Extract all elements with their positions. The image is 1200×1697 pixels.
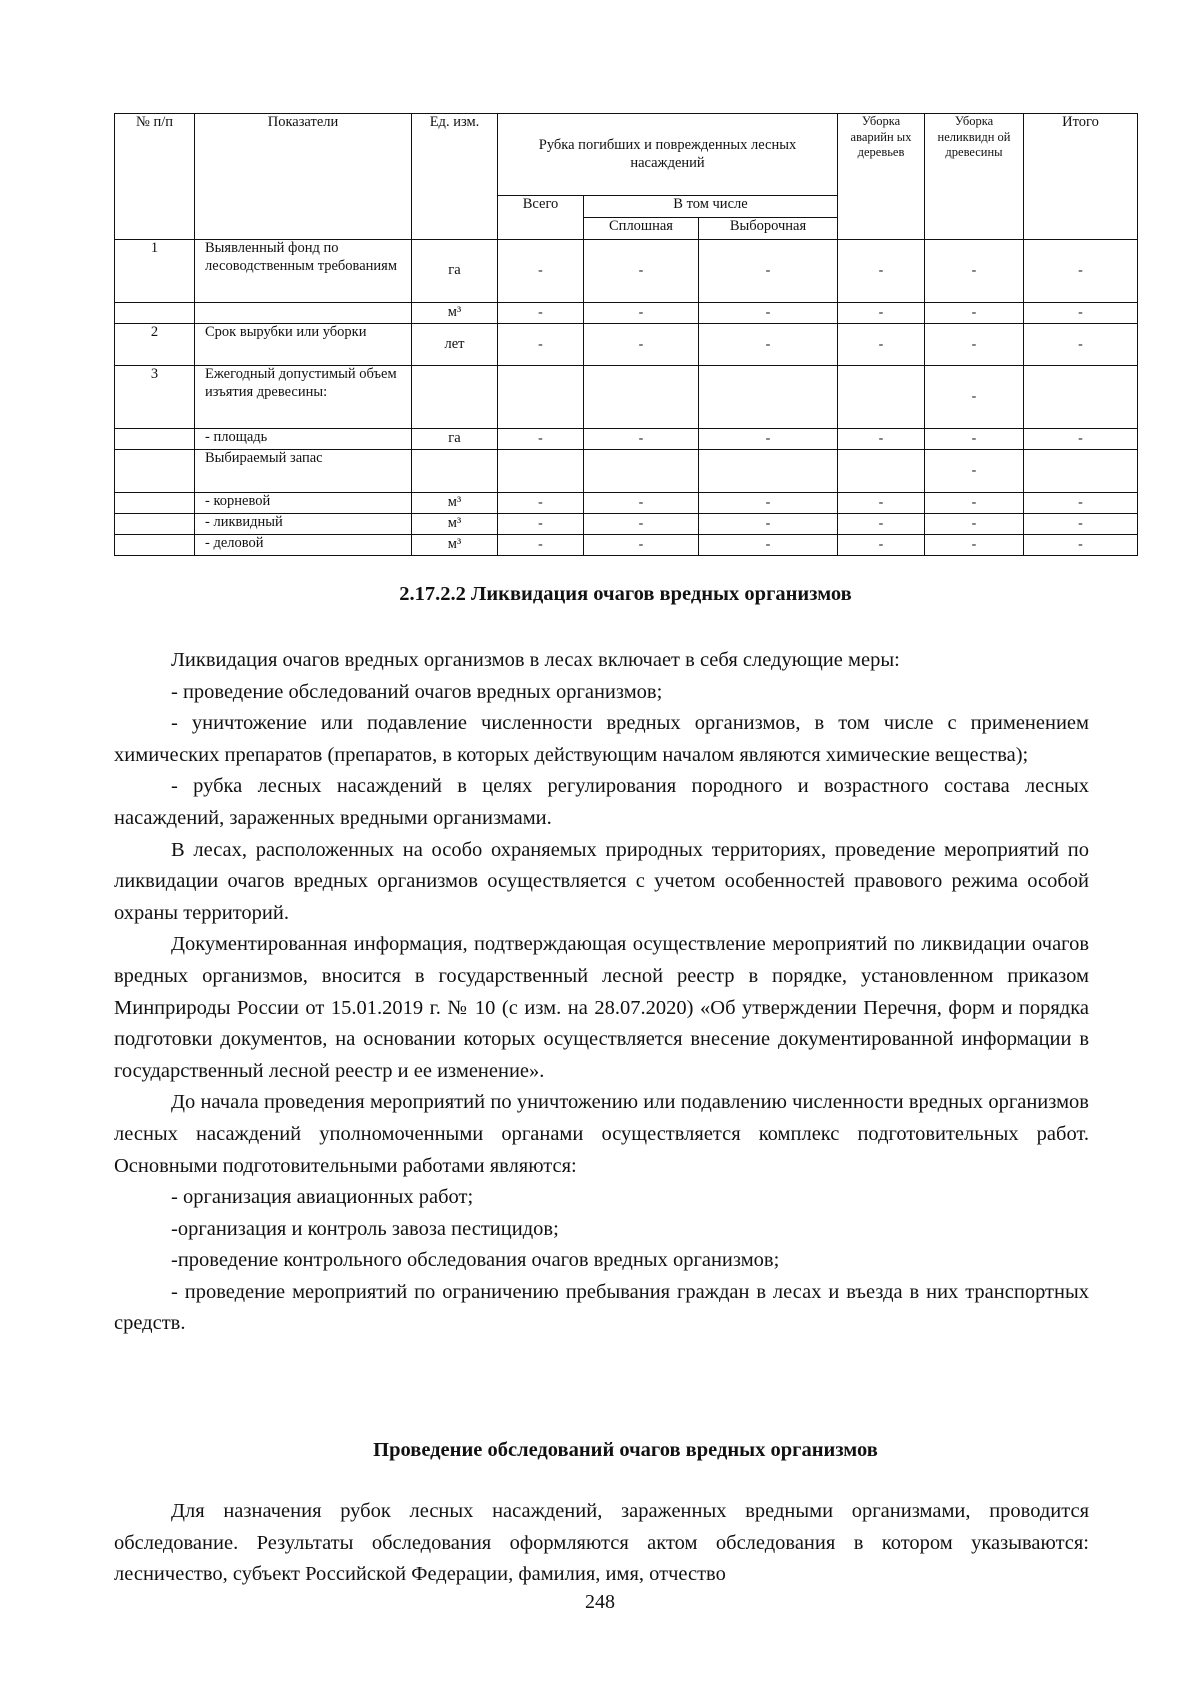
paragraph: -проведение контрольного обследования очагов вредных организмов; xyxy=(171,1249,780,1272)
row-unit: лет xyxy=(412,324,498,366)
header-emergency: Уборка аварийн ых деревьев xyxy=(838,114,925,240)
header-indicator: Показатели xyxy=(195,114,412,240)
row-value: - xyxy=(925,366,1024,429)
page-number: 248 xyxy=(585,1591,615,1613)
row-value: - xyxy=(498,303,584,324)
row-value xyxy=(498,450,584,493)
row-value xyxy=(699,366,838,429)
row-value: - xyxy=(699,429,838,450)
section-heading-surveys: Проведение обследований очагов вредных организмов xyxy=(373,1439,878,1461)
table-row xyxy=(115,535,1138,556)
section-heading-pest-elimination: 2.17.2.2 Ликвидация очагов вредных организмов xyxy=(399,583,852,605)
row-num xyxy=(115,303,195,324)
row-num xyxy=(115,535,195,556)
header-num: № п/п xyxy=(115,114,195,240)
table-header-row xyxy=(115,114,1138,196)
table-row xyxy=(115,324,1138,366)
row-value: - xyxy=(925,493,1024,514)
paragraph: До начала проведения мероприятий по уничтожению или подавлению численности вредных организмов лесных насаждений уполномоченными органами осуществляется комплекс подготовительных работ. Основными подготовительными работами являются: xyxy=(114,1091,1089,1177)
row-value: - xyxy=(1024,303,1138,324)
row-label: Ежегодный допустимый объем изъятия древесины: xyxy=(195,366,412,429)
paragraph: В лесах, расположенных на особо охраняемых природных территориях, проведение мероприятий по ликвидации очагов вредных организмов осуществляется с учетом особенностей правового режима особой охраны территорий. xyxy=(114,838,1089,924)
row-value: - xyxy=(699,514,838,535)
table-row xyxy=(115,366,1138,429)
header-sum: Итого xyxy=(1024,114,1138,240)
row-value: - xyxy=(699,535,838,556)
row-value: - xyxy=(1024,240,1138,303)
header-including: В том числе xyxy=(584,196,838,218)
row-label: Срок вырубки или уборки xyxy=(195,324,412,366)
paragraph: - организация авиационных работ; xyxy=(171,1186,474,1209)
table-row xyxy=(115,429,1138,450)
row-value: - xyxy=(838,240,925,303)
row-unit xyxy=(412,366,498,429)
paragraph: Документированная информация, подтверждающая осуществление мероприятий по ликвидации очагов вредных организмов, вносится в государственный лесной реестр в порядке, установленном приказом Минприроды России от 15.01.2019 г. № 10 (с изм. на 28.07.2020) «Об утверждении Перечня, форм и порядка подготовки документов, на основании которых осуществляется внесение документированной информации в государственный лесной реестр и ее изменение». xyxy=(114,933,1089,1082)
row-unit: га xyxy=(412,240,498,303)
row-value xyxy=(838,366,925,429)
row-value: - xyxy=(699,240,838,303)
row-value xyxy=(1024,366,1138,429)
row-num xyxy=(115,493,195,514)
row-value xyxy=(838,450,925,493)
row-value: - xyxy=(925,535,1024,556)
row-value: - xyxy=(1024,514,1138,535)
section-body-pest-elimination xyxy=(114,645,1089,1340)
section-body-surveys xyxy=(114,1496,1089,1591)
row-value xyxy=(1024,450,1138,493)
row-value: - xyxy=(498,514,584,535)
row-value: - xyxy=(925,240,1024,303)
paragraph: - рубка лесных насаждений в целях регулирования породного и возрастного состава лесных насаждений, зараженных вредными организмами. xyxy=(114,775,1089,829)
row-value: - xyxy=(498,535,584,556)
row-label: - корневой xyxy=(195,493,412,514)
table-row xyxy=(115,240,1138,303)
row-value xyxy=(699,450,838,493)
row-num xyxy=(115,429,195,450)
header-clear: Сплошная xyxy=(584,218,699,240)
row-value: - xyxy=(584,493,699,514)
row-value: - xyxy=(584,514,699,535)
row-value: - xyxy=(699,493,838,514)
paragraph: -организация и контроль завоза пестицидов; xyxy=(171,1217,559,1240)
row-num xyxy=(115,514,195,535)
row-label: Выбираемый запас xyxy=(195,450,412,493)
row-value: - xyxy=(925,514,1024,535)
row-label: - деловой xyxy=(195,535,412,556)
table-row xyxy=(115,493,1138,514)
row-value: - xyxy=(498,240,584,303)
row-num: 1 xyxy=(115,240,195,303)
row-value: - xyxy=(1024,324,1138,366)
row-value: - xyxy=(1024,493,1138,514)
row-value: - xyxy=(925,324,1024,366)
row-unit: м³ xyxy=(412,535,498,556)
header-unit: Ед. изм. xyxy=(412,114,498,240)
row-num: 3 xyxy=(115,366,195,429)
row-value: - xyxy=(699,303,838,324)
paragraph: - уничтожение или подавление численности вредных организмов, в том числе с применением химических препаратов (препаратов, в которых действующим началом являются химические вещества); xyxy=(114,712,1089,766)
row-unit: м³ xyxy=(412,514,498,535)
paragraph: Ликвидация очагов вредных организмов в лесах включает в себя следующие меры: xyxy=(171,649,900,671)
row-value: - xyxy=(925,450,1024,493)
row-value: - xyxy=(838,535,925,556)
header-felling: Рубка погибших и поврежденных лесных насаждений xyxy=(498,114,838,196)
row-value: - xyxy=(1024,535,1138,556)
row-value: - xyxy=(838,429,925,450)
row-value: - xyxy=(699,324,838,366)
row-value: - xyxy=(925,303,1024,324)
paragraph: - проведение обследований очагов вредных организмов; xyxy=(171,680,663,703)
row-num: 2 xyxy=(115,324,195,366)
header-total: Всего xyxy=(498,196,584,240)
row-value: - xyxy=(925,429,1024,450)
header-illiquid: Уборка неликвидн ой древесины xyxy=(925,114,1024,240)
row-value: - xyxy=(498,324,584,366)
row-value: - xyxy=(584,535,699,556)
row-value xyxy=(584,450,699,493)
table-row xyxy=(115,450,1138,493)
table-row xyxy=(115,303,1138,324)
row-unit: га xyxy=(412,429,498,450)
table-row xyxy=(115,514,1138,535)
row-label: - площадь xyxy=(195,429,412,450)
row-label: - ликвидный xyxy=(195,514,412,535)
row-value: - xyxy=(584,303,699,324)
row-value: - xyxy=(498,429,584,450)
row-value: - xyxy=(838,303,925,324)
row-label xyxy=(195,303,412,324)
row-unit: м³ xyxy=(412,493,498,514)
row-value xyxy=(498,366,584,429)
row-value: - xyxy=(584,324,699,366)
row-value xyxy=(584,366,699,429)
row-value: - xyxy=(838,324,925,366)
row-value: - xyxy=(838,493,925,514)
header-selective: Выборочная xyxy=(699,218,838,240)
row-value: - xyxy=(1024,429,1138,450)
paragraph: Для назначения рубок лесных насаждений, зараженных вредными организмами, проводится обследование. Результаты обследования оформляются актом обследования в котором указываются: лесничество, субъект Российской Федерации, фамилия, имя, отчество xyxy=(114,1500,1089,1586)
row-value: - xyxy=(838,514,925,535)
row-value: - xyxy=(498,493,584,514)
row-value: - xyxy=(584,429,699,450)
row-label: Выявленный фонд по лесоводственным требованиям xyxy=(195,240,412,303)
row-value: - xyxy=(584,240,699,303)
paragraph: - проведение мероприятий по ограничению пребывания граждан в лесах и въезда в них транспортных средств. xyxy=(114,1280,1089,1335)
row-num xyxy=(115,450,195,493)
row-unit xyxy=(412,450,498,493)
felling-indicators-table xyxy=(114,113,1138,556)
row-unit: м³ xyxy=(412,303,498,324)
